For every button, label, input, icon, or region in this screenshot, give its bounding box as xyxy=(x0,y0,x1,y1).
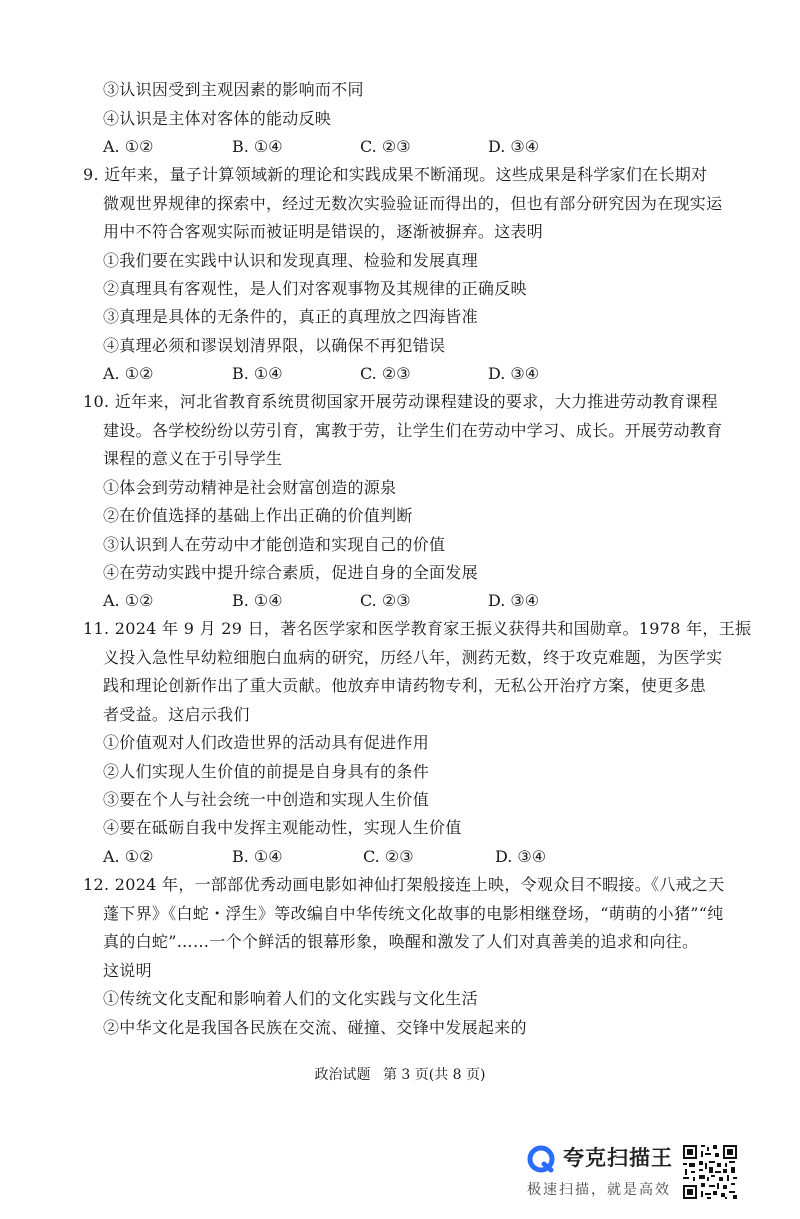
q11-option-b: B. ①④ xyxy=(232,847,283,866)
page-footer xyxy=(0,1066,800,1084)
q8-option-d: D. ③④ xyxy=(488,137,540,156)
scanner-logo-icon xyxy=(527,1145,555,1173)
q9-stem-line-2: 微观世界规律的探索中，经过无数次实验验证而得出的，但也有部分研究因为在现实运 xyxy=(103,194,723,213)
q11-option-a: A. ①② xyxy=(103,847,154,866)
q9-item-2: ②真理具有客观性，是人们对客观事物及其规律的正确反映 xyxy=(103,279,527,298)
q10-stem-line-1: 10. 近年来，河北省教育系统贯彻国家开展劳动课程建设的要求，大力推进劳动教育课程 xyxy=(83,392,718,411)
q11-stem-line-1: 11. 2024 年 9 月 29 日，著名医学家和医学教育家王振义获得共和国勋章。1978 年，王振 xyxy=(83,619,752,638)
q10-item-1: ①体会到劳动精神是社会财富创造的源泉 xyxy=(103,478,397,497)
q12-stem-line-3: 真的白蛇”……一个个鲜活的银幕形象，唤醒和激发了人们对真善美的追求和向往。 xyxy=(103,932,699,951)
scanner-slogan: 极速扫描，就是高效 xyxy=(527,1182,671,1198)
q12-stem-line-4: 这说明 xyxy=(103,961,152,980)
q12-item-2: ②中华文化是我国各民族在交流、碰撞、交锋中发展起来的 xyxy=(103,1018,527,1037)
q10-item-4: ④在劳动实践中提升综合素质，促进自身的全面发展 xyxy=(103,563,478,582)
q10-item-3: ③认识到人在劳动中才能创造和实现自己的价值 xyxy=(103,535,446,554)
scanner-watermark xyxy=(527,1143,677,1203)
q8-item-3: ③认识因受到主观因素的影响而不同 xyxy=(103,80,364,99)
q9-option-c: C. ②③ xyxy=(360,364,411,383)
scanner-brand-name: 夸克扫描王 xyxy=(563,1146,673,1170)
q8-option-c: C. ②③ xyxy=(360,137,411,156)
q10-option-c: C. ②③ xyxy=(360,591,411,610)
qr-code-icon xyxy=(681,1143,739,1201)
q9-option-d: D. ③④ xyxy=(488,364,540,383)
footer-subject: 政治试题 xyxy=(314,1067,371,1083)
q9-item-1: ①我们要在实践中认识和发现真理、检验和发展真理 xyxy=(103,251,478,270)
q9-item-4: ④真理必须和谬误划清界限，以确保不再犯错误 xyxy=(103,336,446,355)
q12-stem-line-2: 蓬下界》《白蛇・浮生》等改编自中华传统文化故事的电影相继登场，“萌萌的小猪”“纯 xyxy=(103,904,724,923)
q12-stem-line-1: 12. 2024 年，一部部优秀动画电影如神仙打架般接连上映，令观众目不暇接。《八戒之天 xyxy=(83,875,725,894)
q11-item-4: ④要在砥砺自我中发挥主观能动性，实现人生价值 xyxy=(103,818,462,837)
q8-item-4: ④认识是主体对客体的能动反映 xyxy=(103,109,332,128)
q11-item-1: ①价值观对人们改造世界的活动具有促进作用 xyxy=(103,733,430,752)
q9-option-a: A. ①② xyxy=(103,364,154,383)
q11-stem-line-4: 者受益。这启示我们 xyxy=(103,705,250,724)
footer-page-number: 第 3 页(共 8 页) xyxy=(382,1067,486,1083)
q10-option-b: B. ①④ xyxy=(232,591,283,610)
q12-item-1: ①传统文化支配和影响着人们的文化实践与文化生活 xyxy=(103,989,478,1008)
q11-option-c: C. ②③ xyxy=(363,847,414,866)
q11-item-3: ③要在个人与社会统一中创造和实现人生价值 xyxy=(103,790,430,809)
q11-item-2: ②人们实现人生价值的前提是自身具有的条件 xyxy=(103,762,430,781)
q11-option-d: D. ③④ xyxy=(495,847,547,866)
q10-option-d: D. ③④ xyxy=(488,591,540,610)
q10-stem-line-3: 课程的意义在于引导学生 xyxy=(103,449,283,468)
q10-option-a: A. ①② xyxy=(103,591,154,610)
q11-stem-line-3: 践和理论创新作出了重大贡献。他放弃申请药物专利，无私公开治疗方案，使更多患 xyxy=(103,676,707,695)
q11-stem-line-2: 义投入急性早幼粒细胞白血病的研究，历经八年，测药无数，终于攻克难题，为医学实 xyxy=(103,648,723,667)
q9-stem-line-3: 用中不符合客观实际而被证明是错误的，逐渐被摒弃。这表明 xyxy=(103,222,544,241)
q9-option-b: B. ①④ xyxy=(232,364,283,383)
q9-item-3: ③真理是具体的无条件的，真正的真理放之四海皆准 xyxy=(103,307,478,326)
q9-stem-line-1: 9. 近年来，量子计算领域新的理论和实践成果不断涌现。这些成果是科学家们在长期对 xyxy=(83,165,708,184)
q8-option-b: B. ①④ xyxy=(232,137,283,156)
q10-item-2: ②在价值选择的基础上作出正确的价值判断 xyxy=(103,506,413,525)
q10-stem-line-2: 建设。各学校纷纷以劳引育，寓教于劳，让学生们在劳动中学习、成长。开展劳动教育 xyxy=(103,421,723,440)
q8-option-a: A. ①② xyxy=(103,137,154,156)
